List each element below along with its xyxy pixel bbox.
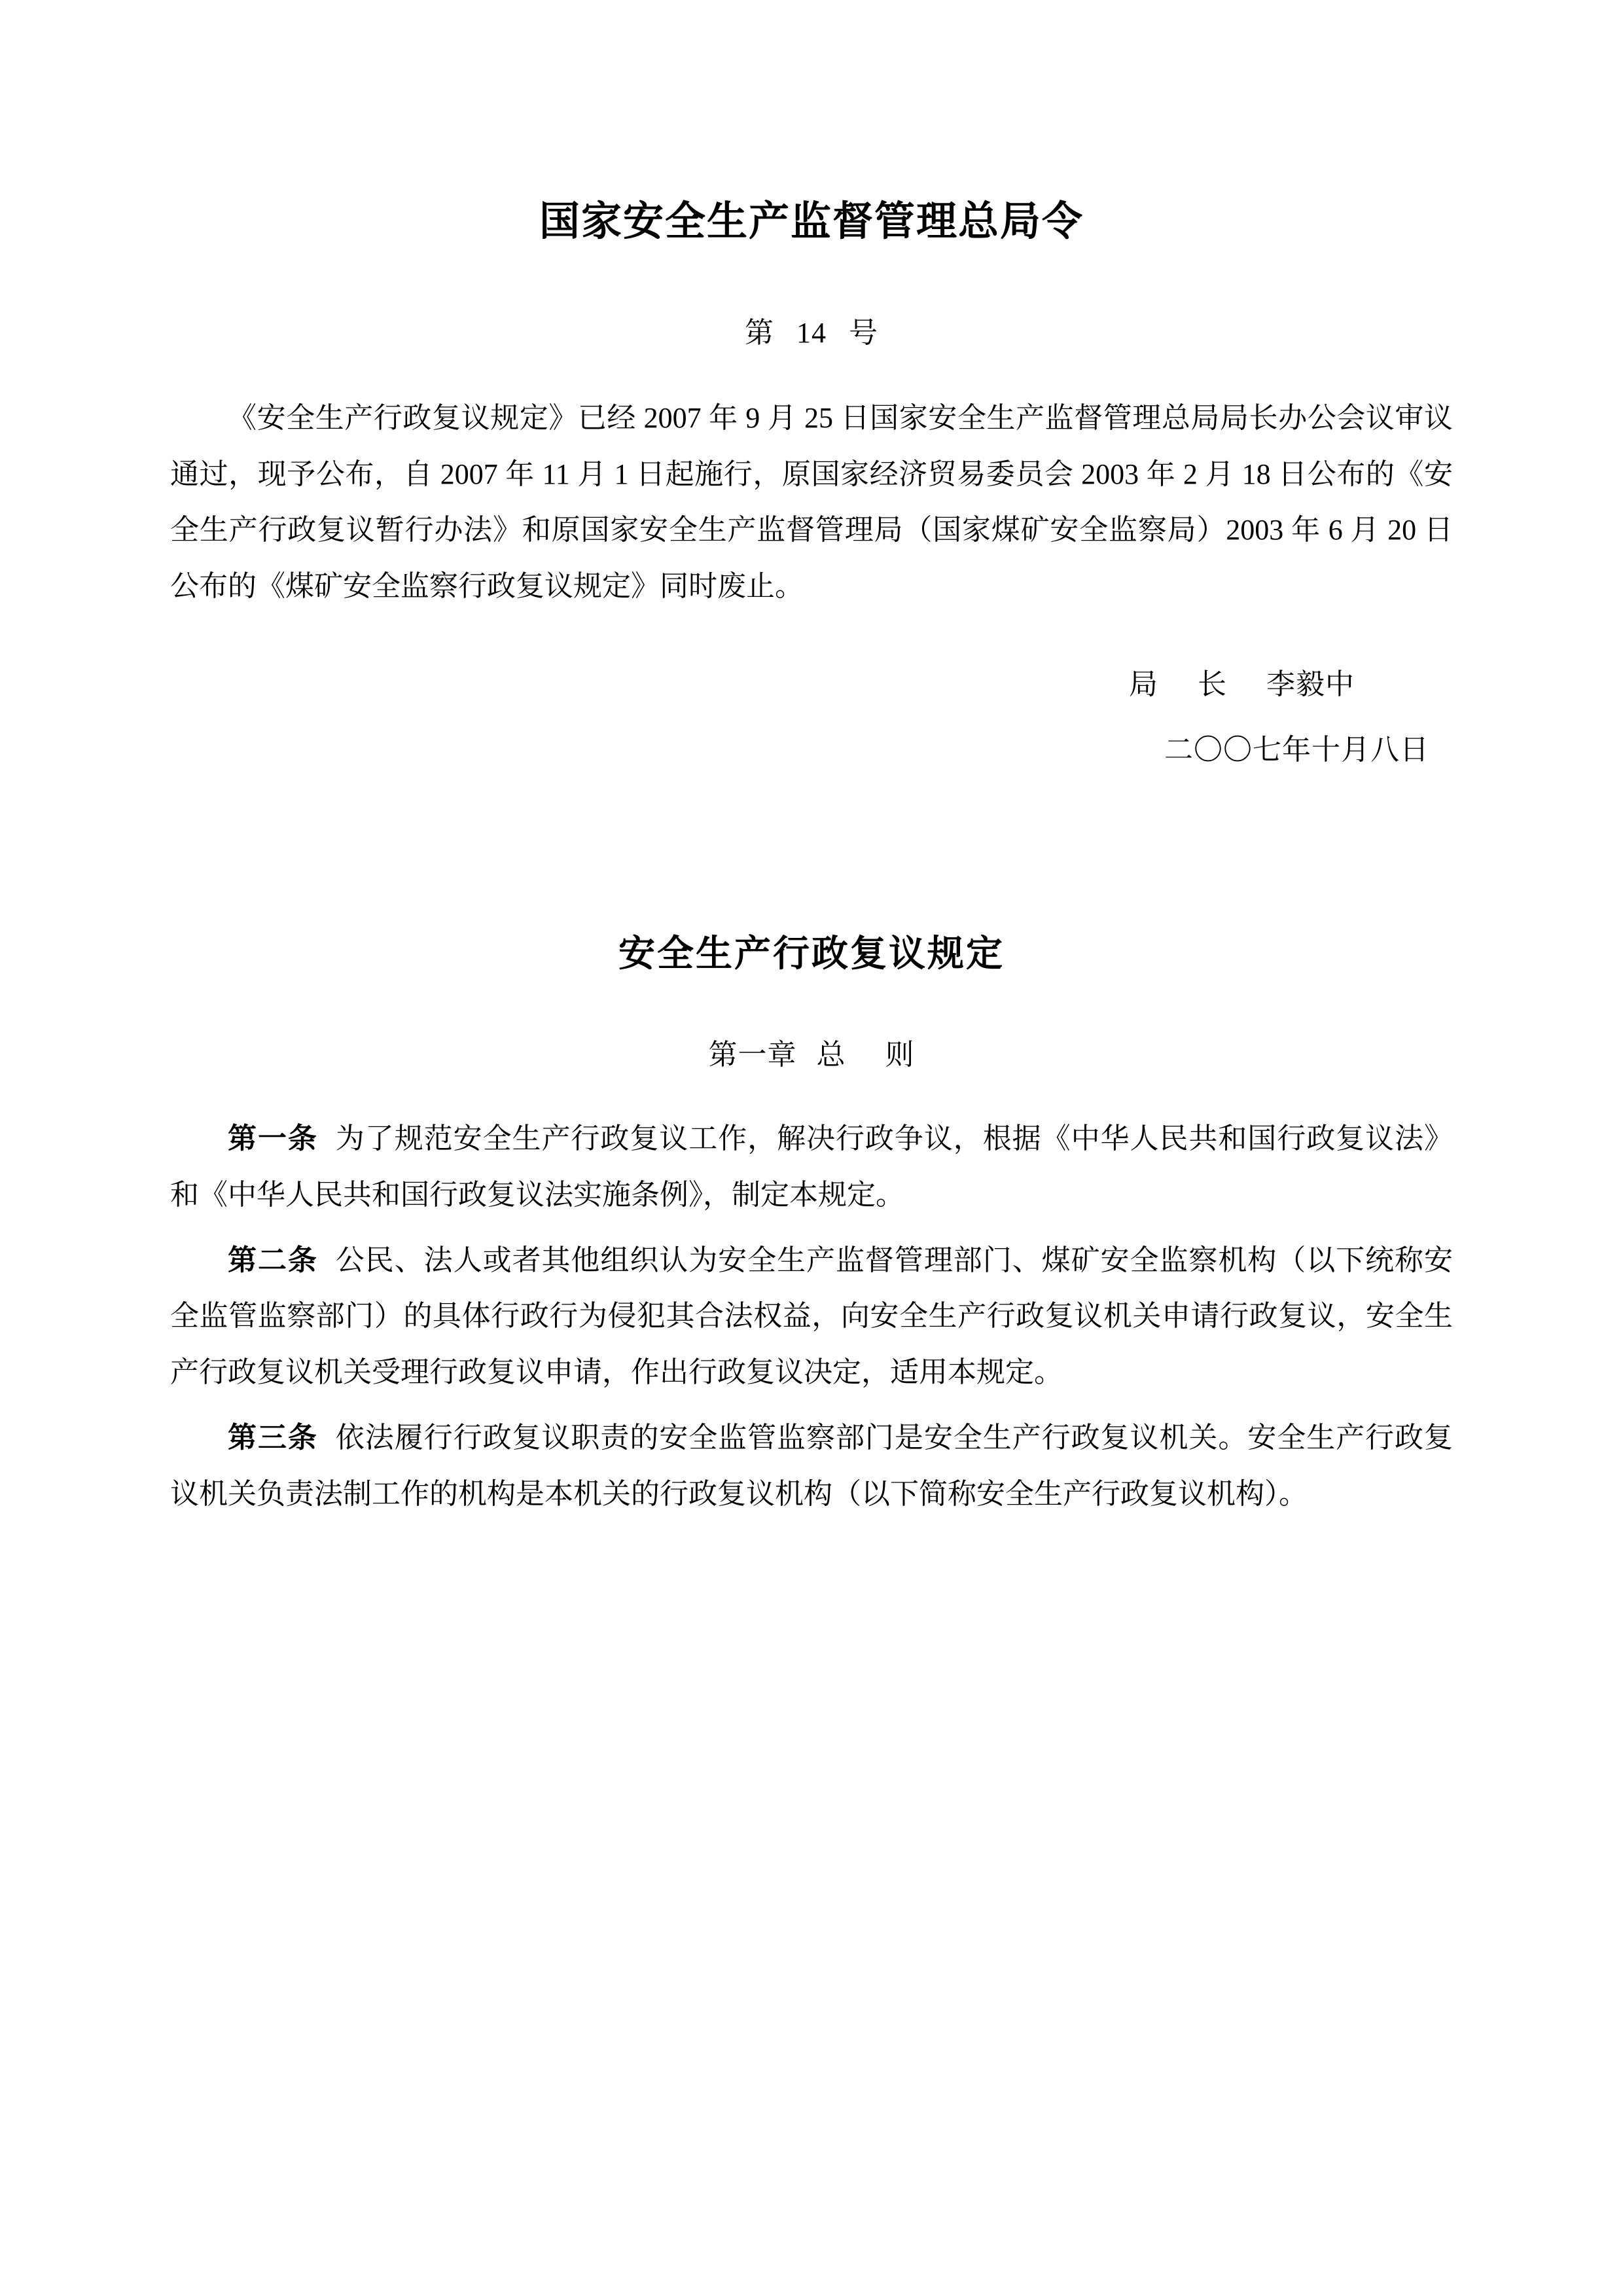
regulation-title: 安全生产行政复议规定 xyxy=(618,932,1005,975)
decree-title: 国家安全生产监督管理总局令 xyxy=(539,197,1084,245)
article-1-number: 第一条 xyxy=(228,1121,318,1155)
chapter-name-a: 总 xyxy=(816,1038,846,1071)
signer-name: 李毅中 xyxy=(1266,668,1355,700)
decree-number xyxy=(170,309,1453,351)
article-2 xyxy=(170,1232,1453,1401)
decree-signature xyxy=(170,660,1453,702)
chapter-name-b: 则 xyxy=(885,1038,915,1071)
article-2-number: 第二条 xyxy=(228,1243,318,1277)
decree-number-value: 14 xyxy=(796,316,827,349)
chapter-heading xyxy=(170,1031,1453,1073)
chapter-label: 第一章 xyxy=(708,1038,797,1071)
signer-title-a: 局 xyxy=(1129,668,1158,700)
article-3-text: 依法履行行政复议职责的安全监管监察部门是安全生产行政复议机关。安全生产行政复议机关负责法制工作的机构是本机关的行政复议机构（以下简称安全生产行政复议机构）。 xyxy=(170,1421,1454,1510)
article-1-text: 为了规范安全生产行政复议工作，解决行政争议，根据《中华人民共和国行政复议法》和《中华人民共和国行政复议法实施条例》，制定本规定。 xyxy=(170,1122,1454,1211)
decree-number-unit: 号 xyxy=(849,316,878,349)
article-1 xyxy=(170,1111,1453,1223)
article-3 xyxy=(170,1410,1453,1522)
decree-date: 二〇〇七年十月八日 xyxy=(1164,733,1429,766)
article-2-text: 公民、法人或者其他组织认为安全生产监督管理部门、煤矿安全监察机构（以下统称安全监管监察部门）的具体行政行为侵犯其合法权益，向安全生产行政复议机关申请行政复议，安全生产行政复议机关受理行政复议申请，作出行政复议决定，适用本规定。 xyxy=(170,1244,1454,1389)
signer-title-b: 长 xyxy=(1198,668,1227,700)
decree-paragraph: 《安全生产行政复议规定》已经 2007 年 9 月 25 日国家安全生产监督管理总局局长办公会议审议通过，现予公布，自 2007 年 11 月 1 日起施行，原国家经济贸易委员会 2003 年 2 月 18 日公布的《安全生产行政复议暂行办法》和原国家安全生产监督管理局（国家煤矿安全监察局）2003 年 6 月 20 日公布的《煤矿安全监察行政复议规定》同时废止。 xyxy=(170,401,1453,603)
article-3-number: 第三条 xyxy=(228,1420,318,1454)
decree-number-label: 第 xyxy=(745,316,774,349)
